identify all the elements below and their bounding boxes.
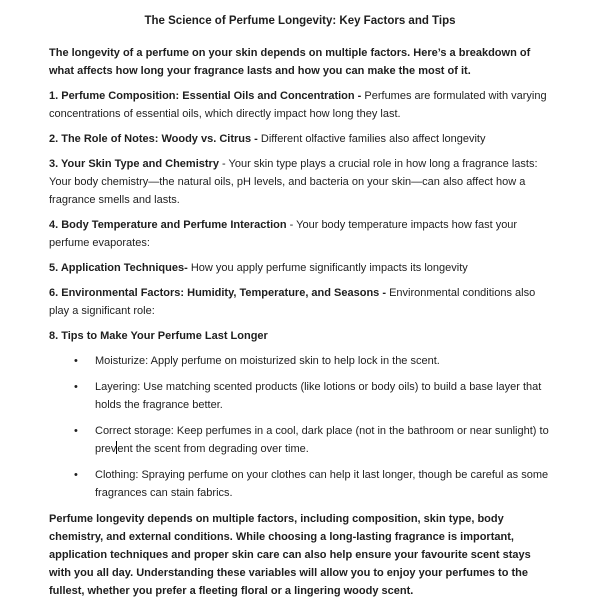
section-5-body[interactable]: How you apply perfume significantly impacts its longevity <box>190 262 468 274</box>
intro-paragraph[interactable]: The longevity of a perfume on your skin depends on multiple factors. Here’s a breakdown of what affects how long your fragrance lasts and how you can make the most of it. <box>49 47 531 77</box>
section-3-body[interactable]: - Your skin type plays a crucial role in how long a fragrance lasts: Your body chemistry—the natural oils, pH levels, and bacteria on your skin—can also affect how a fragrance smells and lasts. <box>49 158 538 206</box>
tips-heading[interactable]: 8. Tips to Make Your Perfume Last Longer <box>49 330 268 342</box>
section-6-paragraph[interactable] <box>49 284 551 320</box>
section-4-heading[interactable]: 4. Body Temperature and Perfume Interaction <box>49 219 287 231</box>
section-1-heading[interactable]: 1. Perfume Composition: Essential Oils and Concentration - <box>49 90 362 102</box>
document-title[interactable]: The Science of Perfume Longevity: Key Factors and Tips <box>144 15 456 27</box>
tip-item-storage[interactable] <box>95 422 551 458</box>
tip-item-moisturize[interactable] <box>95 352 551 370</box>
section-6-body[interactable]: Environmental conditions also play a significant role: <box>49 287 536 317</box>
tip-text-after-cursor[interactable]: ent the scent from degrading over time. <box>117 443 309 455</box>
section-2-heading[interactable]: 2. The Role of Notes: Woody vs. Citrus - <box>49 133 258 145</box>
section-2-body[interactable]: Different olfactive families also affect longevity <box>260 133 486 145</box>
section-1-paragraph[interactable] <box>49 87 551 123</box>
conclusion-paragraph[interactable]: Perfume longevity depends on multiple factors, including composition, skin type, body chemistry, and external conditions. While choosing a long-lasting fragrance is important, application techniques and proper skin care can also help ensure your favourite scent stays with you all day. Understanding these variables will allow you to enjoy your perfumes to the fullest, whether you prefer a fleeting floral or a lingering woody scent. <box>49 513 531 597</box>
tip-item-layering[interactable] <box>95 378 551 414</box>
section-6-heading[interactable]: 6. Environmental Factors: Humidity, Temperature, and Seasons - <box>49 287 387 299</box>
section-3-paragraph[interactable] <box>49 155 551 209</box>
section-3-heading[interactable]: 3. Your Skin Type and Chemistry <box>49 158 219 170</box>
tip-item-clothing[interactable] <box>95 466 551 502</box>
section-5-paragraph[interactable] <box>49 259 551 277</box>
section-1-body[interactable]: Perfumes are formulated with varying concentrations of essential oils, which directly impact how long they last. <box>49 90 547 120</box>
section-4-body[interactable]: - Your body temperature impacts how fast your perfume evaporates: <box>49 219 518 249</box>
tip-text[interactable]: Moisturize: Apply perfume on moisturized skin to help lock in the scent. <box>95 355 440 367</box>
tip-text[interactable]: Clothing: Spraying perfume on your clothes can help it last longer, though be careful as some fragrances can stain fabrics. <box>95 469 549 499</box>
section-2-paragraph[interactable] <box>49 130 551 148</box>
section-4-paragraph[interactable] <box>49 216 551 252</box>
section-5-heading[interactable]: 5. Application Techniques- <box>49 262 188 274</box>
tip-text-before-cursor[interactable]: Correct storage: Keep perfumes in a cool, dark place (not in the bathroom or near sunlight) to prev <box>95 425 549 455</box>
tip-text[interactable]: Layering: Use matching scented products (like lotions or body oils) to build a base layer that holds the fragrance better. <box>95 381 542 411</box>
tips-list[interactable] <box>49 352 551 502</box>
